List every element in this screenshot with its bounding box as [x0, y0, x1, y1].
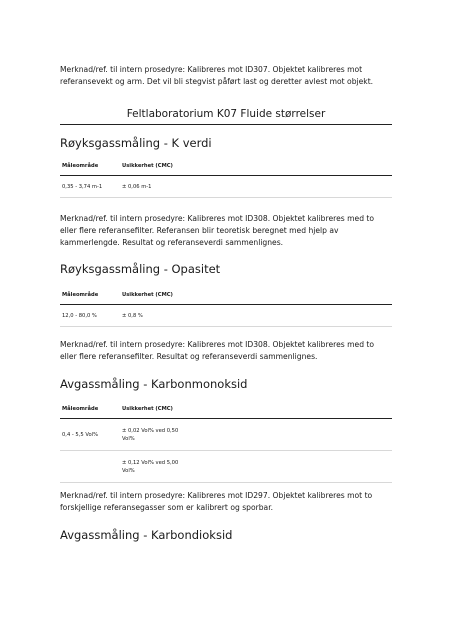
cell-uncertainty-line: Vol% — [122, 467, 135, 474]
section-note: Merknad/ref. til intern prosedyre: Kalibreres mot ID308. Objektet kalibreres med to eller flere referansefilter. Resultat og referanseverdi sammenlignes. — [60, 340, 375, 361]
column-header-uncertainty: Usikkerhet (CMC) — [122, 291, 173, 298]
column-header-range: Måleområde — [62, 291, 99, 298]
intro-text: Merknad/ref. til intern prosedyre: Kalibreres mot ID307. Objektet kalibreres mot referansevekt og arm. Det vil bli stegvist påført last og deretter avlest mot objekt. — [60, 65, 374, 86]
lab-heading: Feltlaboratorium K07 Fluide størrelser — [126, 108, 326, 120]
cmc-table — [60, 156, 392, 198]
table-opacity — [60, 285, 392, 327]
note-k-value — [60, 213, 392, 249]
table-co — [60, 399, 392, 483]
section-title: Røyksgassmåling - K verdi — [60, 136, 212, 150]
section-title: Avgassmåling - Karbonmonoksid — [60, 377, 248, 391]
section-note: Merknad/ref. til intern prosedyre: Kalibreres mot ID297. Objektet kalibreres mot to forskjellige referansegasser som er kalibrert og sporbar. — [60, 491, 373, 512]
section-note: Merknad/ref. til intern prosedyre: Kalibreres mot ID308. Objektet kalibreres med to eller flere referansefilter. Referansen blir teoretisk beregnet med hjelp av kammerlengde. Resultat og referanseverdi sammenlignes. — [60, 214, 375, 247]
cell-uncertainty — [120, 451, 392, 483]
lab-heading-block — [60, 108, 392, 125]
intro-note — [60, 64, 392, 88]
cmc-table — [60, 399, 392, 483]
column-header-range: Måleområde — [62, 405, 99, 412]
cell-uncertainty-line: ± 0,02 Vol% ved 0,50 — [122, 427, 179, 434]
note-opacity — [60, 339, 392, 363]
cell-range: 0,4 - 5,5 Vol% — [62, 431, 99, 438]
cmc-table — [60, 285, 392, 327]
cell-uncertainty — [120, 419, 392, 451]
cell-range: 12,0 - 80,0 % — [62, 312, 97, 319]
cell-range: 0,35 - 3,74 m-1 — [62, 183, 103, 190]
column-header-uncertainty: Usikkerhet (CMC) — [122, 405, 173, 412]
table-header-row — [60, 156, 392, 176]
cell-uncertainty-line: Vol% — [122, 435, 135, 442]
section-co2 — [60, 528, 392, 542]
cell-range — [60, 451, 120, 483]
table-row — [60, 305, 392, 327]
table-header-row — [60, 285, 392, 305]
column-header-range: Måleområde — [62, 162, 99, 169]
table-header-row — [60, 399, 392, 419]
table-row — [60, 451, 392, 483]
note-co — [60, 490, 392, 514]
table-row — [60, 419, 392, 451]
section-title: Røyksgassmåling - Opasitet — [60, 262, 221, 276]
section-opacity — [60, 262, 392, 276]
section-co — [60, 377, 392, 391]
section-title: Avgassmåling - Karbondioksid — [60, 528, 233, 542]
column-header-uncertainty: Usikkerhet (CMC) — [122, 162, 173, 169]
section-k-value — [60, 136, 392, 150]
cell-uncertainty: ± 0,8 % — [122, 312, 143, 319]
cell-uncertainty: ± 0,06 m-1 — [122, 183, 152, 190]
cell-uncertainty-line: ± 0,12 Vol% ved 5,00 — [122, 459, 179, 466]
table-k-value — [60, 156, 392, 198]
table-row — [60, 176, 392, 198]
heading-divider — [60, 124, 392, 125]
